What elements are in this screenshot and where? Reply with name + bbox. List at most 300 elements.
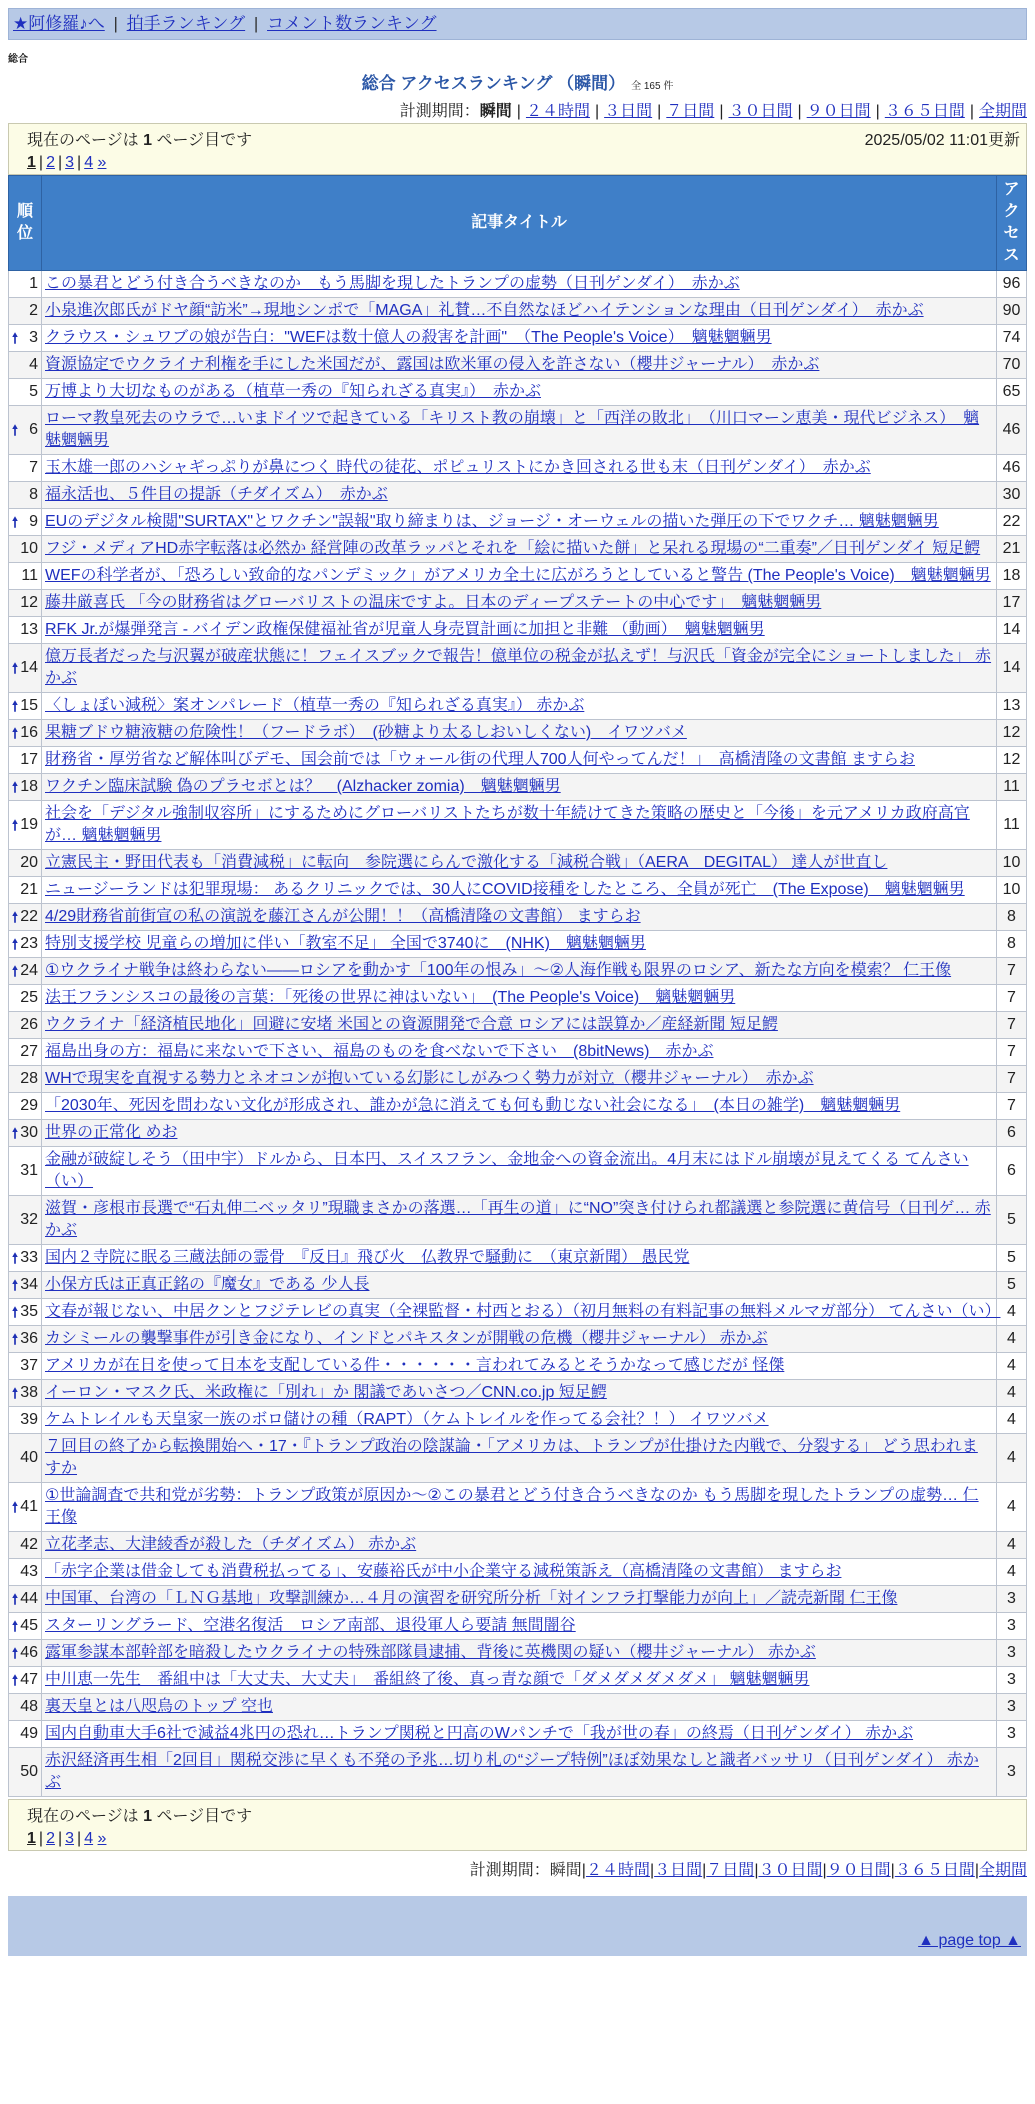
period-separator: | <box>875 103 880 120</box>
rank-up-arrow-icon: 🠕 <box>12 779 19 795</box>
article-link[interactable]: ローマ教皇死去のウラで…いまドイツで起きている「キリスト教の崩壊」と「西洋の敗北」 （川口マーン恵美・現代ビジネス） 魑魅魍魎男 <box>45 410 980 449</box>
page-link[interactable]: 2 <box>46 1830 55 1847</box>
article-link[interactable]: 金融が破綻しそう（田中宇）ドルから、日本円、スイスフラン、金地金への資金流出。4月末にはドル崩壊が見えてくる てんさい（い） <box>45 1151 969 1190</box>
rank-up-arrow-icon: 🠕 <box>12 698 19 714</box>
article-link[interactable]: WHで現実を直視する勢力とネオコンが抱いている幻影にしがみつく勢力が対立（櫻井ジャーナル） 赤かぶ <box>45 1070 814 1087</box>
updated-timestamp: 2025/05/02 11:01更新 <box>864 132 1020 149</box>
title-cell <box>42 720 997 747</box>
title-cell <box>42 298 997 325</box>
article-link[interactable]: 中国軍、台湾の「ＬＮＧ基地」攻撃訓練か…４月の演習を研究所分析「対インフラ打撃能力が向上」／読売新聞 仁王像 <box>45 1590 898 1607</box>
period-link[interactable]: ２４時間 <box>525 103 590 120</box>
rank-number: 43 <box>20 1563 38 1580</box>
rank-number: 45 <box>20 1617 38 1634</box>
title-cell <box>42 1299 1001 1326</box>
access-count: 3 <box>997 1748 1027 1797</box>
title-cell <box>42 1667 997 1694</box>
period-separator: | <box>822 1862 827 1879</box>
pagination <box>27 154 1020 172</box>
article-link[interactable]: カシミールの襲撃事件が引き金になり、インドとパキスタンが開戦の危機（櫻井ジャーナル） 赤かぶ <box>45 1330 768 1347</box>
access-count: 90 <box>997 298 1027 325</box>
rank-cell <box>9 379 42 406</box>
table-row <box>9 1559 1027 1586</box>
rank-up-arrow-icon: 🠕 <box>12 936 19 952</box>
rank-up-arrow-icon: 🠕 <box>12 1304 19 1320</box>
table-row <box>9 985 1027 1012</box>
access-count: 3 <box>997 1667 1027 1694</box>
title-cell <box>42 1120 997 1147</box>
rank-up-arrow-icon: 🠕 <box>12 817 19 833</box>
table-header-row <box>9 176 1027 271</box>
article-link[interactable]: 露軍参謀本部幹部を暗殺したウクライナの特殊部隊員逮捕、背後に英機関の疑い（櫻井ジャーナル） 赤かぶ <box>45 1644 816 1661</box>
article-link[interactable]: 福永活也、５件目の提訴（チダイズム） 赤かぶ <box>45 486 388 503</box>
article-link[interactable]: 藤井厳喜氏 「今の財務省はグローバリストの温床ですよ。日本のディープステートの中心です」 魑魅魍魎男 <box>45 594 822 611</box>
table-row <box>9 1039 1027 1066</box>
title-cell <box>42 1694 997 1721</box>
period-link[interactable]: ３日間 <box>654 1862 703 1879</box>
access-count: 6 <box>997 1147 1027 1196</box>
title-cell <box>42 617 997 644</box>
table-row <box>9 1120 1027 1147</box>
access-count: 3 <box>997 1613 1027 1640</box>
title-cell <box>42 406 997 455</box>
title-cell <box>42 1640 997 1667</box>
rank-cell <box>9 352 42 379</box>
article-link[interactable]: 立花孝志、大津綾香が殺した（チダイズム） 赤かぶ <box>45 1536 417 1553</box>
page-separator: | <box>77 154 82 171</box>
rank-cell <box>9 1613 42 1640</box>
title-cell <box>42 904 997 931</box>
access-count: 4 <box>997 1380 1027 1407</box>
title-cell <box>42 455 997 482</box>
rank-cell <box>9 406 42 455</box>
rank-number: 41 <box>20 1498 38 1515</box>
access-count: 7 <box>997 1093 1027 1120</box>
table-row <box>9 693 1027 720</box>
access-count: 5 <box>997 1196 1027 1245</box>
rank-number: 35 <box>20 1303 38 1320</box>
table-row <box>9 958 1027 985</box>
rank-number: 16 <box>20 724 38 741</box>
article-link[interactable]: 立憲民主・野田代表も「消費減税」に転向 参院選にらんで激化する「減税合戦」（AERA DEGITAL） 達人が世直し <box>45 854 888 871</box>
rank-number: 27 <box>20 1043 38 1060</box>
rank-number: 1 <box>29 275 38 292</box>
period-separator: | <box>702 1862 707 1879</box>
rank-cell <box>9 1559 42 1586</box>
title-cell <box>42 747 997 774</box>
access-count: 70 <box>997 352 1027 379</box>
rank-cell <box>9 1586 42 1613</box>
rank-number: 7 <box>29 459 38 476</box>
period-link[interactable]: ２４時間 <box>585 1862 650 1879</box>
rank-number: 49 <box>20 1725 38 1742</box>
access-count: 14 <box>997 617 1027 644</box>
article-link[interactable]: アメリカが在日を使って日本を支配している件・・・・・・言われてみるとそうかなって感じだが 怪傑 <box>45 1357 785 1374</box>
table-row <box>9 774 1027 801</box>
table-row <box>9 1407 1027 1434</box>
article-link[interactable]: この暴君とどう付き合うべきなのか もう馬脚を現したトランプの虚勢（日刊ゲンダイ） 赤かぶ <box>45 275 740 292</box>
period-link[interactable]: 全期間 <box>978 1862 1027 1879</box>
period-separator: | <box>516 103 521 120</box>
next-page-link[interactable]: » <box>97 154 107 171</box>
article-link[interactable]: ①世論調査で共和党が劣勢：トランプ政策が原因か～②この暴君とどう付き合うべきなのか もう馬脚を現したトランプの虚勢… 仁王像 <box>45 1487 979 1526</box>
rank-cell <box>9 1299 42 1326</box>
table-row <box>9 644 1027 693</box>
period-separator: | <box>797 103 802 120</box>
next-page-link[interactable]: » <box>97 1830 107 1847</box>
table-row <box>9 1667 1027 1694</box>
article-link[interactable]: 玉木雄一郎のハシャギっぷりが鼻につく 時代の徒花、ポピュリストにかき回される世も末（日刊ゲンダイ） 赤かぶ <box>45 459 871 476</box>
title-cell <box>42 850 997 877</box>
rank-cell <box>9 720 42 747</box>
rank-up-arrow-icon: 🠕 <box>12 330 19 346</box>
article-link[interactable]: 法王フランシスコの最後の言葉：「死後の世界に神はいない」 (The People's Voice) 魑魅魍魎男 <box>45 989 736 1006</box>
article-link[interactable]: 億万長者だった与沢翼が破産状態に！フェイスブックで報告！億単位の税金が払えず！与沢氏「資金が完全にショートしました」 赤かぶ <box>45 648 992 687</box>
article-link[interactable]: 文春が報じない、中居クンとフジテレビの真実（全裸監督・村西とおる）（初月無料の有料記事の無料メルマガ部分） てんさい（い） <box>45 1303 1001 1320</box>
title-cell <box>42 1196 997 1245</box>
access-count: 12 <box>997 720 1027 747</box>
period-link[interactable]: ３０日間 <box>728 103 793 120</box>
table-row <box>9 1586 1027 1613</box>
table-row <box>9 1196 1027 1245</box>
table-row <box>9 1483 1027 1532</box>
rank-cell <box>9 1066 42 1093</box>
clap-ranking-link[interactable]: 拍手ランキング <box>126 14 246 33</box>
article-link[interactable]: 赤沢経済再生相「2回目」関税交渉に早くも不発の予兆…切り札の“ジープ特例”ほぼ効果なしと識者バッサリ（日刊ゲンダイ） 赤かぶ <box>45 1752 979 1791</box>
access-count: 3 <box>997 1721 1027 1748</box>
table-row <box>9 1380 1027 1407</box>
rank-cell <box>9 590 42 617</box>
table-row <box>9 536 1027 563</box>
ranking-title: 総合 アクセスランキング （瞬間） <box>361 74 626 93</box>
rank-up-arrow-icon: 🠕 <box>12 963 19 979</box>
page-link[interactable]: 2 <box>46 154 55 171</box>
access-count: 18 <box>997 563 1027 590</box>
rank-number: 5 <box>29 383 38 400</box>
article-link[interactable]: 国内自動車大手6社で減益4兆円の恐れ…トランプ関税と円高のWパンチで「我が世の春」の終焉（日刊ゲンダイ） 赤かぶ <box>45 1725 914 1742</box>
table-row <box>9 877 1027 904</box>
rank-cell <box>9 1721 42 1748</box>
rank-cell <box>9 509 42 536</box>
rank-cell <box>9 1694 42 1721</box>
article-link[interactable]: 万博より大切なものがある（植草一秀の『知られざる真実』） 赤かぶ <box>45 383 542 400</box>
title-cell <box>42 536 997 563</box>
rank-cell <box>9 985 42 1012</box>
rank-number: 46 <box>20 1644 38 1661</box>
table-row <box>9 801 1027 850</box>
access-count: 7 <box>997 1012 1027 1039</box>
article-link[interactable]: 滋賀・彦根市長選で“石丸伸二ベッタリ”現職まさかの落選…「再生の道」に“NO”突き付けられ都議選と参院選に黄信号（日刊ゲ… 赤かぶ <box>45 1200 991 1239</box>
title-cell <box>42 509 997 536</box>
rank-cell <box>9 298 42 325</box>
article-link[interactable]: 4/29財務省前街宣の私の演説を藤江さんが公開！！（高橋清隆の文書館） ますらお <box>45 908 641 925</box>
article-link[interactable]: 資源協定でウクライナ利権を手にした米国だが、露国は欧米軍の侵入を許さない（櫻井ジャーナル） 赤かぶ <box>45 356 820 373</box>
rank-cell <box>9 644 42 693</box>
rank-up-arrow-icon: 🠕 <box>12 1672 19 1688</box>
title-cell <box>42 352 997 379</box>
article-link[interactable]: 社会を「デジタル強制収容所」にするためにグローバリストたちが数十年続けてきた策略の歴史と「今後」を元アメリカ政府高官が… 魑魅魍魎男 <box>45 805 970 844</box>
rank-number: 24 <box>20 962 38 979</box>
rank-number: 12 <box>20 594 38 611</box>
article-link[interactable]: ワクチン臨床試験 偽のプラセボとは？ (Alzhacker zomia) 魑魅魍魎男 <box>45 778 561 795</box>
period-link[interactable]: ３０日間 <box>758 1862 823 1879</box>
rank-cell <box>9 958 42 985</box>
title-cell <box>42 482 997 509</box>
title-cell <box>42 1093 997 1120</box>
article-link[interactable]: ７回目の終了から転換開始へ・17・『トランプ政治の陰謀論・「アメリカは、トランプが仕掛けた内戦で、分裂する」 どう思われますか <box>45 1438 978 1477</box>
page-separator: | <box>77 1830 82 1847</box>
access-column-header: アクセス <box>997 176 1027 271</box>
rank-cell <box>9 877 42 904</box>
access-count: 65 <box>997 379 1027 406</box>
rank-cell <box>9 1093 42 1120</box>
table-row <box>9 850 1027 877</box>
ranking-table <box>8 175 1027 1797</box>
access-count: 13 <box>997 693 1027 720</box>
rank-number: 11 <box>21 567 38 584</box>
table-row <box>9 1640 1027 1667</box>
page-top-link[interactable]: ▲ page top ▲ <box>918 1932 1021 1949</box>
period-link[interactable]: 全期間 <box>978 103 1027 120</box>
table-row <box>9 1245 1027 1272</box>
rank-number: 34 <box>20 1276 38 1293</box>
period-link[interactable]: ７日間 <box>706 1862 755 1879</box>
period-separator: | <box>594 103 600 120</box>
period-link[interactable]: ９０日間 <box>826 1862 891 1879</box>
article-link[interactable]: 〈しょぼい減税〉案オンパレード（植草一秀の『知られざる真実』） 赤かぶ <box>45 697 585 714</box>
rank-number: 48 <box>20 1698 38 1715</box>
rank-number: 25 <box>20 989 38 1006</box>
rank-number: 38 <box>20 1384 38 1401</box>
rank-number: 50 <box>20 1763 38 1780</box>
rank-number: 40 <box>20 1449 38 1466</box>
period-selector <box>8 98 1027 121</box>
table-row <box>9 1748 1027 1797</box>
table-row <box>9 1353 1027 1380</box>
article-link[interactable]: 中川恵一先生 番組中は「大丈夫、大丈夫」 番組終了後、真っ青な顔で「ダメダメダメダメ」 魑魅魍魎男 <box>45 1671 810 1688</box>
home-link[interactable]: ★阿修羅♪へ <box>13 14 105 33</box>
title-cell <box>42 1380 997 1407</box>
rank-number: 42 <box>20 1536 38 1553</box>
article-link[interactable]: RFK Jr.が爆弾発言 - バイデン政権保健福祉省が児童人身売買計画に加担と非難 （動画） 魑魅魍魎男 <box>45 621 765 638</box>
table-row <box>9 1721 1027 1748</box>
title-cell <box>42 958 997 985</box>
rank-number: 13 <box>20 621 38 638</box>
period-link[interactable]: ７日間 <box>666 103 715 120</box>
access-count: 11 <box>997 774 1027 801</box>
rank-up-arrow-icon: 🠕 <box>12 909 19 925</box>
access-count: 7 <box>997 985 1027 1012</box>
period-separator: | <box>649 1862 655 1879</box>
access-count: 3 <box>997 1586 1027 1613</box>
page-link[interactable]: 4 <box>84 154 94 171</box>
access-count: 96 <box>997 271 1027 298</box>
page-title <box>0 69 1035 94</box>
article-link[interactable]: 特別支援学校 児童らの増加に伴い「教室不足」 全国で3740に (NHK) 魑魅魍魎男 <box>45 935 646 952</box>
rank-number: 18 <box>20 778 38 795</box>
rank-number: 36 <box>20 1330 38 1347</box>
article-link[interactable]: 国内２寺院に眠る三蔵法師の霊骨 『反日』飛び火 仏教界で騒動に （東京新聞） 愚民党 <box>45 1249 690 1266</box>
article-link[interactable]: 福島出身の方：福島に来ないで下さい、福島のものを食べないで下さい (8bitNews) 赤かぶ <box>45 1043 714 1060</box>
rank-up-arrow-icon: 🠕 <box>12 1250 19 1266</box>
rank-cell <box>9 1245 42 1272</box>
page-link[interactable]: 4 <box>84 1830 94 1847</box>
rank-cell <box>9 563 42 590</box>
rank-number: 39 <box>20 1411 38 1428</box>
rank-up-arrow-icon: 🠕 <box>12 1125 19 1141</box>
article-link[interactable]: 世界の正常化 めお <box>45 1124 178 1141</box>
comment-ranking-link[interactable]: コメント数ランキング <box>267 14 437 33</box>
rank-cell <box>9 904 42 931</box>
access-count: 14 <box>997 644 1027 693</box>
table-row <box>9 1326 1027 1353</box>
rank-cell <box>9 1196 42 1245</box>
rank-up-arrow-icon: 🠕 <box>12 514 19 530</box>
period-link[interactable]: ３６５日間 <box>884 103 965 120</box>
page-separator: | <box>57 1830 63 1847</box>
period-link[interactable]: ３６５日間 <box>894 1862 975 1879</box>
article-link[interactable]: 「2030年、死因を問わない文化が形成され、誰かが急に消えても何も動じない社会になる」 (本日の雑学) 魑魅魍魎男 <box>45 1097 901 1114</box>
page-link[interactable]: 3 <box>65 154 75 171</box>
pager-top <box>8 123 1027 175</box>
period-link[interactable]: ３日間 <box>604 103 653 120</box>
article-link[interactable]: 「赤字企業は借金しても消費税払ってる」、安藤裕氏が中小企業守る減税策訴え（高橋清隆の文書館） ますらお <box>45 1563 842 1580</box>
rank-up-arrow-icon: 🠕 <box>12 1385 19 1401</box>
title-cell <box>42 1353 997 1380</box>
rank-number: 20 <box>20 854 38 871</box>
access-count: 4 <box>997 1326 1027 1353</box>
title-cell <box>42 1066 997 1093</box>
title-cell <box>42 1245 997 1272</box>
title-cell <box>42 1434 997 1483</box>
rank-cell <box>9 617 42 644</box>
rank-up-arrow-icon: 🠕 <box>12 1277 19 1293</box>
title-cell <box>42 1012 997 1039</box>
table-row <box>9 563 1027 590</box>
title-cell <box>42 877 997 904</box>
article-link[interactable]: 果糖ブドウ糖液糖の危険性！（フードラボ） (砂糖より太るしおいしくない) イワツバメ <box>45 724 687 741</box>
title-cell <box>42 379 997 406</box>
table-row <box>9 1093 1027 1120</box>
period-separator: | <box>969 103 974 120</box>
rank-cell <box>9 1640 42 1667</box>
title-cell <box>42 1721 997 1748</box>
title-cell <box>42 1039 997 1066</box>
period-current: 瞬間 <box>479 103 512 120</box>
table-row <box>9 271 1027 298</box>
title-column-header: 記事タイトル <box>42 176 997 271</box>
rank-up-arrow-icon: 🠕 <box>12 422 19 438</box>
article-link[interactable]: クラウス・シュワブの娘が告白："WEFは数十億人の殺害を計画" （The People's Voice） 魑魅魍魎男 <box>45 329 772 346</box>
table-row <box>9 455 1027 482</box>
article-link[interactable]: ①ウクライナ戦争は終わらない――ロシアを動かす「100年の恨み」～②人海作戦も限界のロシア、新たな方向を模索？ 仁王像 <box>45 962 952 979</box>
title-cell <box>42 693 997 720</box>
title-cell <box>42 590 997 617</box>
page-link[interactable]: 3 <box>65 1830 75 1847</box>
article-link[interactable]: WEFの科学者が、「恐ろしい致命的なパンデミック」がアメリカ全土に広がろうとしていると警告 (The People's Voice) 魑魅魍魎男 <box>45 567 991 584</box>
access-count: 12 <box>997 747 1027 774</box>
period-separator: | <box>657 103 662 120</box>
table-row <box>9 1532 1027 1559</box>
rank-column-header: 順位 <box>9 176 42 271</box>
rank-up-arrow-icon: 🠕 <box>12 725 19 741</box>
rank-cell <box>9 1147 42 1196</box>
nav-separator: | <box>253 14 259 33</box>
table-row <box>9 1299 1027 1326</box>
title-cell <box>42 1407 997 1434</box>
article-link[interactable]: スターリングラード、空港名復活 ロシア南部、退役軍人ら要請 無間闇谷 <box>45 1617 576 1634</box>
access-count: 3 <box>997 1640 1027 1667</box>
title-cell <box>42 644 997 693</box>
access-count: 46 <box>997 406 1027 455</box>
rank-cell <box>9 801 42 850</box>
rank-cell <box>9 536 42 563</box>
rank-number: 28 <box>20 1070 38 1087</box>
table-row <box>9 747 1027 774</box>
title-cell <box>42 1586 997 1613</box>
period-selector <box>8 1857 1027 1880</box>
period-current: 瞬間 <box>549 1862 582 1879</box>
article-link[interactable]: 裏天皇とは八咫烏のトップ 空也 <box>45 1698 273 1715</box>
rank-up-arrow-icon: 🠕 <box>12 1618 19 1634</box>
article-link[interactable]: ウクライナ「経済植民地化」回避に安堵 米国との資源開発で合意 ロシアには誤算か／産経新聞 短足鰐 <box>45 1016 778 1033</box>
footer-bar <box>8 1896 1027 1926</box>
article-link[interactable]: 小泉進次郎氏がドヤ顔“訪米”→現地シンポで「MAGA」礼賛…不自然なほどハイテンションな理由（日刊ゲンダイ） 赤かぶ <box>45 302 924 319</box>
table-row <box>9 1613 1027 1640</box>
rank-number: 22 <box>20 908 38 925</box>
top-navigation <box>8 8 1027 40</box>
access-count: 7 <box>997 958 1027 985</box>
rank-cell <box>9 1272 42 1299</box>
period-link[interactable]: ９０日間 <box>806 103 871 120</box>
article-link[interactable]: 財務省・厚労省など解体叫びデモ、国会前では「ウォール街の代理人700人何やってんだ！」 高橋清隆の文書館 ますらお <box>45 751 916 768</box>
period-separator: | <box>719 103 724 120</box>
rank-number: 31 <box>20 1162 38 1179</box>
access-count: 21 <box>997 536 1027 563</box>
rank-number: 17 <box>20 751 38 768</box>
article-link[interactable]: ケムトレイルも天皇家一族のボロ儲けの種（RAPT）（ケムトレイルを作ってる会社？！） イワツバメ <box>45 1411 769 1428</box>
access-count: 10 <box>997 850 1027 877</box>
access-count: 3 <box>997 1694 1027 1721</box>
table-row <box>9 590 1027 617</box>
table-row <box>9 379 1027 406</box>
access-count: 22 <box>997 509 1027 536</box>
page-status: 現在のページは 1 ページ目です <box>27 1808 253 1825</box>
access-count: 4 <box>997 1353 1027 1380</box>
rank-number: 4 <box>29 356 38 373</box>
article-link[interactable]: フジ・メディアHD赤字転落は必然か 経営陣の改革ラッパとそれを「絵に描いた餅」と呆れる現場の“二重奏”／日刊ゲンダイ 短足鰐 <box>45 540 981 557</box>
rank-up-arrow-icon: 🠕 <box>12 660 19 676</box>
title-cell <box>42 325 997 352</box>
rank-number: 32 <box>20 1211 38 1228</box>
table-row <box>9 509 1027 536</box>
access-count: 8 <box>997 904 1027 931</box>
rank-cell <box>9 774 42 801</box>
article-link[interactable]: 小保方氏は正真正銘の『魔女』である 少人長 <box>45 1276 370 1293</box>
title-cell <box>42 1483 997 1532</box>
table-row <box>9 406 1027 455</box>
article-link[interactable]: ニュージーランドは犯罪現場： あるクリニックでは、30人にCOVID接種をしたところ、全員が死亡 (The Expose) 魑魅魍魎男 <box>45 881 965 898</box>
rank-cell <box>9 850 42 877</box>
rank-number: 29 <box>20 1097 38 1114</box>
rank-cell <box>9 271 42 298</box>
page-separator: | <box>57 154 63 171</box>
rank-number: 8 <box>29 486 38 503</box>
title-cell <box>42 1748 997 1797</box>
page-separator: | <box>38 154 44 171</box>
article-link[interactable]: EUのデジタル検閲"SURTAX"とワクチン"誤報"取り締まりは、ジョージ・オーウェルの描いた弾圧の下でワクチ… 魑魅魍魎男 <box>45 513 939 530</box>
rank-cell <box>9 325 42 352</box>
article-link[interactable]: イーロン・マスク氏、米政権に「別れ」か 閣議であいさつ／CNN.co.jp 短足鰐 <box>45 1384 607 1401</box>
